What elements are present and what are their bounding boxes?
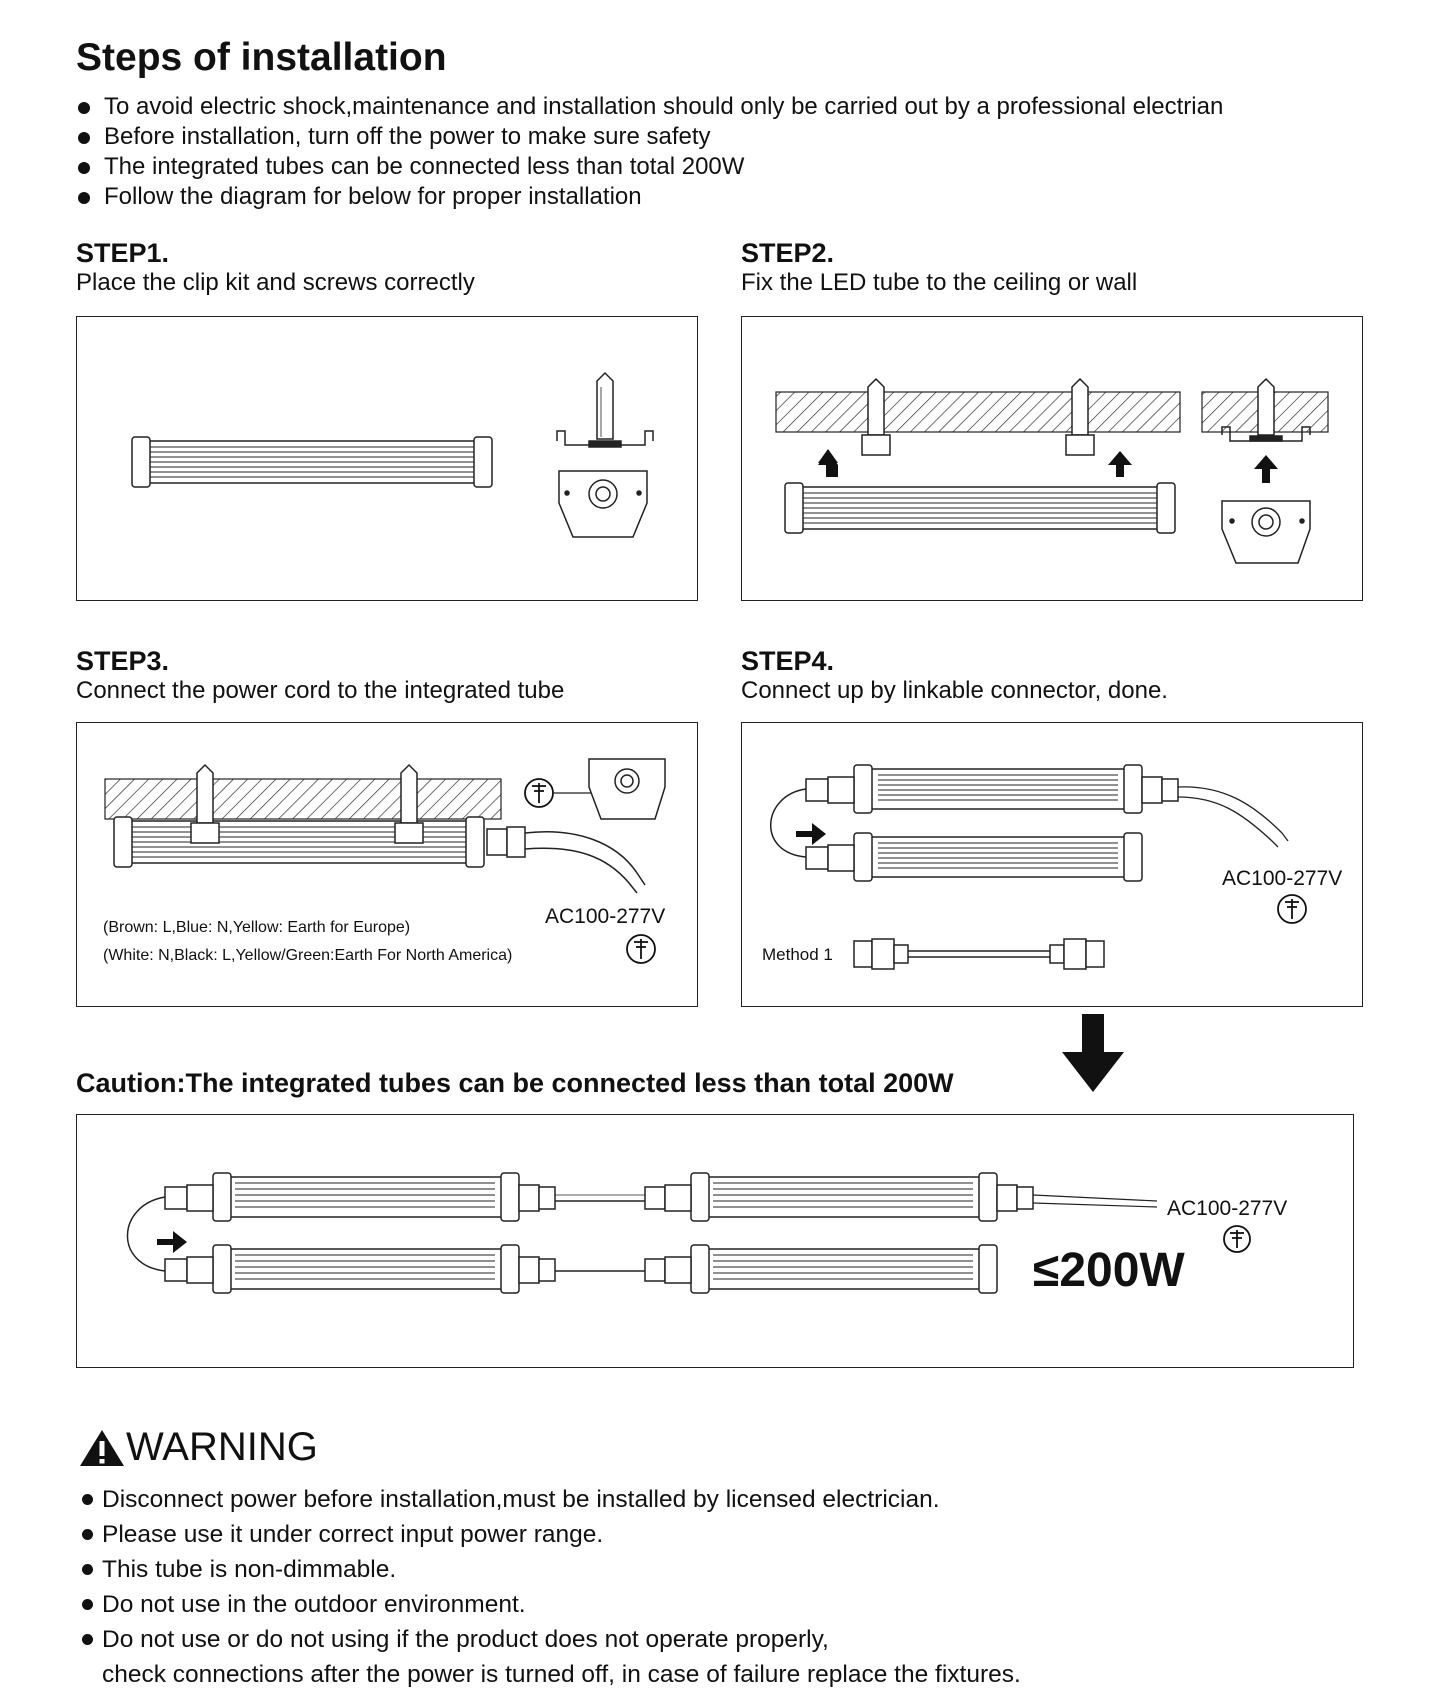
led-tube xyxy=(785,483,1175,533)
intro-bullet-list xyxy=(76,92,1223,212)
step1-title: STEP1. xyxy=(76,238,170,268)
voltage-label: AC100-277V xyxy=(1167,1197,1288,1220)
step1-diagram xyxy=(76,316,698,601)
led-tube xyxy=(114,817,484,867)
europe-wiring-note: (Brown: L,Blue: N,Yellow: Earth for Europe) xyxy=(103,919,411,936)
led-tube xyxy=(645,1245,997,1293)
step4-title: STEP4. xyxy=(741,646,835,676)
warning-item: This tube is non-dimmable. xyxy=(80,1552,1021,1587)
led-tube xyxy=(165,1173,555,1221)
earth-ground-icon xyxy=(1224,1226,1250,1252)
step4-desc: Connect up by linkable connector, done. xyxy=(741,677,1168,704)
power-connector xyxy=(487,827,645,893)
led-tube xyxy=(645,1173,1033,1221)
warning-item: Disconnect power before installation,must be installed by licensed electrician. xyxy=(80,1482,1021,1517)
page-title: Steps of installation xyxy=(76,36,447,79)
warning-item-continuation: check connections after the power is turned off, in case of failure replace the fixtures. xyxy=(102,1661,1021,1688)
voltage-label: AC100-277V xyxy=(545,905,666,928)
end-cap xyxy=(589,759,665,819)
warning-item: Do not use or do not using if the product does not operate properly, xyxy=(80,1622,1021,1657)
step4-diagram xyxy=(741,722,1363,1007)
north-america-wiring-note: (White: N,Black: L,Yellow/Green:Earth For North America) xyxy=(103,947,513,964)
led-tube xyxy=(165,1245,555,1293)
step2-diagram xyxy=(741,316,1363,601)
intro-bullet: The integrated tubes can be connected less than total 200W xyxy=(76,152,1223,182)
intro-bullet: Before installation, turn off the power to make sure safety xyxy=(76,122,1223,152)
warning-title xyxy=(78,1425,318,1470)
end-cap xyxy=(559,471,647,537)
step1-desc: Place the clip kit and screws correctly xyxy=(76,269,475,296)
led-tube xyxy=(132,437,492,487)
arrow-icon xyxy=(157,1231,187,1253)
step3-diagram xyxy=(76,722,698,1007)
warning-title-text: WARNING xyxy=(126,1425,318,1469)
warning-triangle-icon xyxy=(78,1428,126,1468)
led-tube-lower xyxy=(806,833,1142,881)
screw-clip xyxy=(557,373,653,447)
led-tube-upper xyxy=(806,765,1178,813)
intro-bullet: Follow the diagram for below for proper installation xyxy=(76,182,1223,212)
arrow-down-icon xyxy=(1060,1014,1126,1094)
ceiling-hatch xyxy=(776,392,1328,432)
warning-item: Please use it under correct input power range. xyxy=(80,1517,1021,1552)
linkable-connector-cable xyxy=(854,939,1104,969)
earth-ground-icon xyxy=(525,779,553,807)
jumper-cable xyxy=(771,789,806,857)
step2-title: STEP2. xyxy=(741,238,835,268)
end-cap xyxy=(1222,501,1310,563)
intro-bullet: To avoid electric shock,maintenance and installation should only be carried out by a professional electrian xyxy=(76,92,1223,122)
arrow-icon xyxy=(796,823,826,845)
caution-diagram xyxy=(76,1114,1354,1368)
earth-ground-icon xyxy=(1278,895,1306,923)
warning-list xyxy=(80,1482,1021,1692)
step2-desc: Fix the LED tube to the ceiling or wall xyxy=(741,269,1138,296)
warning-item: Do not use in the outdoor environment. xyxy=(80,1587,1021,1622)
caution-text: Caution:The integrated tubes can be connected less than total 200W xyxy=(76,1068,954,1098)
earth-ground-icon xyxy=(627,935,655,963)
voltage-label: AC100-277V xyxy=(1222,867,1343,890)
arrow-icon xyxy=(1254,455,1278,483)
method-label: Method 1 xyxy=(762,945,833,964)
jumper-cable xyxy=(127,1197,165,1271)
ceiling-hatch xyxy=(105,779,501,819)
step3-desc: Connect the power cord to the integrated tube xyxy=(76,677,565,704)
max-power-label: ≤200W xyxy=(1033,1244,1185,1297)
step3-title: STEP3. xyxy=(76,646,170,676)
